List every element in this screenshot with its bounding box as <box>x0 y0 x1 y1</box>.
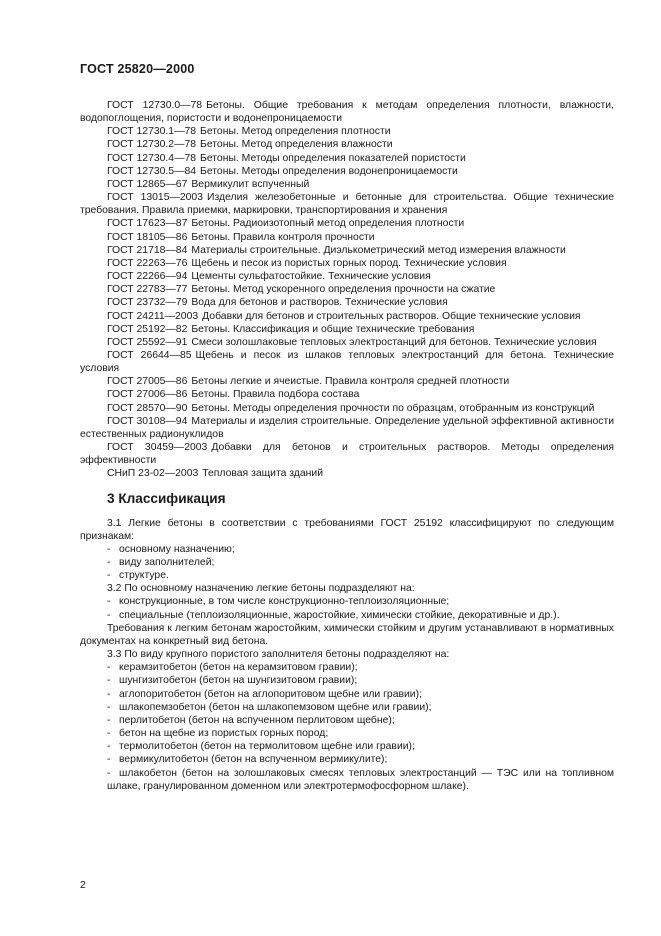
reference-title: Бетоны. Общие требования к методам определения плотности, влажности, водопоглощения, пористости и водонепроницаемости <box>80 100 614 125</box>
reference-title: Бетоны. Метод определения плотности <box>200 126 391 138</box>
reference-code: ГОСТ 30108—94 <box>107 415 188 427</box>
reference-item <box>80 99 614 125</box>
list-item <box>80 609 614 622</box>
reference-item <box>80 375 614 388</box>
reference-item <box>80 191 614 217</box>
reference-item <box>80 217 614 230</box>
list-item-text: специальные (теплоизоляционные, жаростойкие, химически стойкие, декоративные и др.). <box>119 609 560 621</box>
paragraph-3-3: 3.3 По виду крупного пористого заполнителя бетоны подразделяют на: <box>107 649 450 661</box>
reference-title: Цементы сульфатостойкие. Технические условия <box>191 271 431 283</box>
list-dash: - <box>107 557 111 568</box>
list-dash: - <box>107 701 111 713</box>
list-item <box>80 727 614 740</box>
list-dash: - <box>107 754 111 766</box>
page-number: 2 <box>80 880 86 891</box>
reference-title: Тепловая защита зданий <box>202 468 323 480</box>
reference-item <box>80 336 614 349</box>
list-item <box>80 674 614 687</box>
list-item-text: шлакопемзобетон (бетон на шлакопемзовом щебне или гравии); <box>119 701 432 713</box>
list-dash: - <box>107 662 111 674</box>
reference-title: Материалы и изделия строительные. Определение удельной эффективной активности естественных радионуклидов <box>80 415 615 440</box>
reference-title: Вермикулит вспученный <box>191 178 310 190</box>
list-dash: - <box>107 570 111 582</box>
reference-code: ГОСТ 13015—2003 <box>107 192 203 204</box>
reference-title: Бетоны. Правила подбора состава <box>191 389 360 401</box>
list-item-text: аглопоритобетон (бетон на аглопоритовом щебне или гравии); <box>119 688 422 700</box>
reference-item <box>80 231 614 244</box>
list-dash: - <box>107 767 111 779</box>
list-item <box>80 740 614 753</box>
reference-code: ГОСТ 17623—87 <box>107 218 188 230</box>
reference-item <box>80 178 614 191</box>
reference-item <box>80 270 614 283</box>
reference-item <box>80 165 614 178</box>
reference-code: ГОСТ 27006—86 <box>107 389 188 401</box>
reference-code: ГОСТ 12730.5—84 <box>107 165 197 177</box>
list-item-text: конструкционные, в том числе конструкционно-теплоизоляционные; <box>119 596 450 608</box>
reference-code: ГОСТ 22263—76 <box>107 257 188 269</box>
reference-code: ГОСТ 24211—2003 <box>107 310 199 322</box>
reference-code: ГОСТ 12730.2—78 <box>107 139 197 151</box>
list-item-text: шлакобетон (бетон на золошлаковых смесях тепловых электростанций — ТЭС или на топливном шлаке, гранулированном доменном или электротермофосфорном шлаке). <box>107 767 614 792</box>
list-item <box>80 543 614 556</box>
list-item-text: термолитобетон (бетон на термолитовом щебне или гравии); <box>119 741 415 753</box>
reference-code: ГОСТ 27005—86 <box>107 376 188 388</box>
reference-code: ГОСТ 12865—67 <box>107 178 188 190</box>
document-header: ГОСТ 25820—2000 <box>80 62 195 76</box>
reference-code: ГОСТ 21718—84 <box>107 244 188 256</box>
reference-title: Изделия железобетонные и бетонные для строительства. Общие технические требования. Правила приемки, маркировки, транспортирования и хранения <box>80 192 615 217</box>
list-item <box>80 688 614 701</box>
reference-title: Смеси золошлаковые тепловых электростанций для бетонов. Технические условия <box>191 336 597 348</box>
reference-code: ГОСТ 28570—90 <box>107 402 188 414</box>
reference-title: Бетоны легкие и ячеистые. Правила контроля средней плотности <box>191 376 510 388</box>
reference-item <box>80 138 614 151</box>
list-item <box>80 714 614 727</box>
list-item-text: вермикулитобетон (бетон на вспученном вермикулите); <box>119 754 388 766</box>
reference-code: ГОСТ 30459—2003 <box>107 442 208 454</box>
reference-code: ГОСТ 12730.4—78 <box>107 152 197 164</box>
reference-title: Бетоны. Метод определения влажности <box>200 139 393 151</box>
section-title: 3 Классификация <box>107 490 226 506</box>
reference-title: Бетоны. Метод ускоренного определения прочности на сжатие <box>191 284 496 296</box>
list-dash: - <box>107 543 111 555</box>
paragraph-3-2: 3.2 По основному назначению легкие бетоны подразделяют на: <box>107 583 415 595</box>
reference-item <box>80 467 614 480</box>
reference-code: ГОСТ 12730.1—78 <box>107 126 197 138</box>
reference-code: ГОСТ 26644—85 <box>107 349 192 361</box>
reference-code: ГОСТ 12730.0—78 <box>107 100 203 111</box>
list-item-text: керамзитобетон (бетон на керамзитовом гравии); <box>119 662 358 674</box>
list-3-3 <box>80 661 614 793</box>
paragraph-3-1: 3.1 Легкие бетоны в соответствии с требованиями ГОСТ 25192 классифицируют по следующим признакам: <box>80 517 614 542</box>
list-3-2 <box>80 595 614 621</box>
list-item <box>80 595 614 608</box>
reference-code: ГОСТ 22266—94 <box>107 271 188 283</box>
reference-title: Вода для бетонов и растворов. Технические условия <box>191 297 448 309</box>
reference-title: Бетоны. Методы определения водонепроницаемости <box>200 165 458 177</box>
list-item-text: бетон на щебне из пористых горных пород; <box>119 728 329 740</box>
list-item-text: перлитобетон (бетон на вспученном перлитовом щебне); <box>119 714 395 726</box>
list-dash: - <box>107 688 111 700</box>
list-item-text: шунгизитобетон (бетон на шунгизитовом гравии); <box>119 675 358 687</box>
reference-item <box>80 152 614 165</box>
list-item-text: структуре. <box>119 570 169 582</box>
reference-title: Бетоны. Правила контроля прочности <box>191 231 375 243</box>
reference-item <box>80 257 614 270</box>
reference-title: Бетоны. Методы определения показателей пористости <box>200 152 466 164</box>
reference-item <box>80 323 614 336</box>
list-dash: - <box>107 728 111 740</box>
list-item <box>80 661 614 674</box>
reference-code: ГОСТ 18105—86 <box>107 231 188 243</box>
reference-title: Щебень и песок из шлаков тепловых электростанций для бетона. Технические условия <box>80 349 614 375</box>
list-item <box>80 569 614 582</box>
paragraph-3-2-requirements: Требования к легким бетонам жаростойким, химически стойким и другим устанавливают в нормативных документах на конкретный вид бетона. <box>80 622 614 647</box>
list-dash: - <box>107 741 111 753</box>
reference-item <box>80 441 614 467</box>
reference-item <box>80 388 614 401</box>
reference-item <box>80 296 614 309</box>
list-dash: - <box>107 714 111 726</box>
reference-title: Добавки для бетонов и строительных растворов. Методы определения эффективности <box>80 442 615 467</box>
section-body <box>80 517 614 793</box>
reference-item <box>80 349 614 375</box>
list-item <box>80 753 614 766</box>
list-item <box>80 701 614 714</box>
normative-references-list <box>80 99 614 481</box>
reference-code: СНиП 23-02—2003 <box>107 468 199 480</box>
reference-item <box>80 310 614 323</box>
reference-item <box>80 125 614 138</box>
reference-item <box>80 402 614 415</box>
reference-code: ГОСТ 23732—79 <box>107 297 188 309</box>
list-dash: - <box>107 596 111 608</box>
list-item-text: виду заполнителей; <box>119 557 215 568</box>
reference-code: ГОСТ 22783—77 <box>107 284 188 296</box>
reference-title: Бетоны. Методы определения прочности по образцам, отобранным из конструкций <box>191 402 595 414</box>
list-dash: - <box>107 609 111 621</box>
reference-item <box>80 415 614 441</box>
list-item <box>80 556 614 569</box>
reference-item <box>80 244 614 257</box>
reference-code: ГОСТ 25592—91 <box>107 336 188 348</box>
reference-title: Добавки для бетонов и строительных растворов. Общие технические условия <box>202 310 581 322</box>
list-3-1 <box>80 543 614 582</box>
reference-item <box>80 283 614 296</box>
reference-title: Бетоны. Классификация и общие технические требования <box>191 323 475 335</box>
reference-title: Бетоны. Радиоизотопный метод определения плотности <box>191 218 465 230</box>
reference-title: Щебень и песок из пористых горных пород. Технические условия <box>191 257 507 269</box>
reference-code: ГОСТ 25192—82 <box>107 323 188 335</box>
reference-title: Материалы строительные. Диэлькометрический метод измерения влажности <box>191 244 566 256</box>
list-item <box>80 767 614 793</box>
list-dash: - <box>107 675 111 687</box>
list-item-text: основному назначению; <box>119 543 235 555</box>
